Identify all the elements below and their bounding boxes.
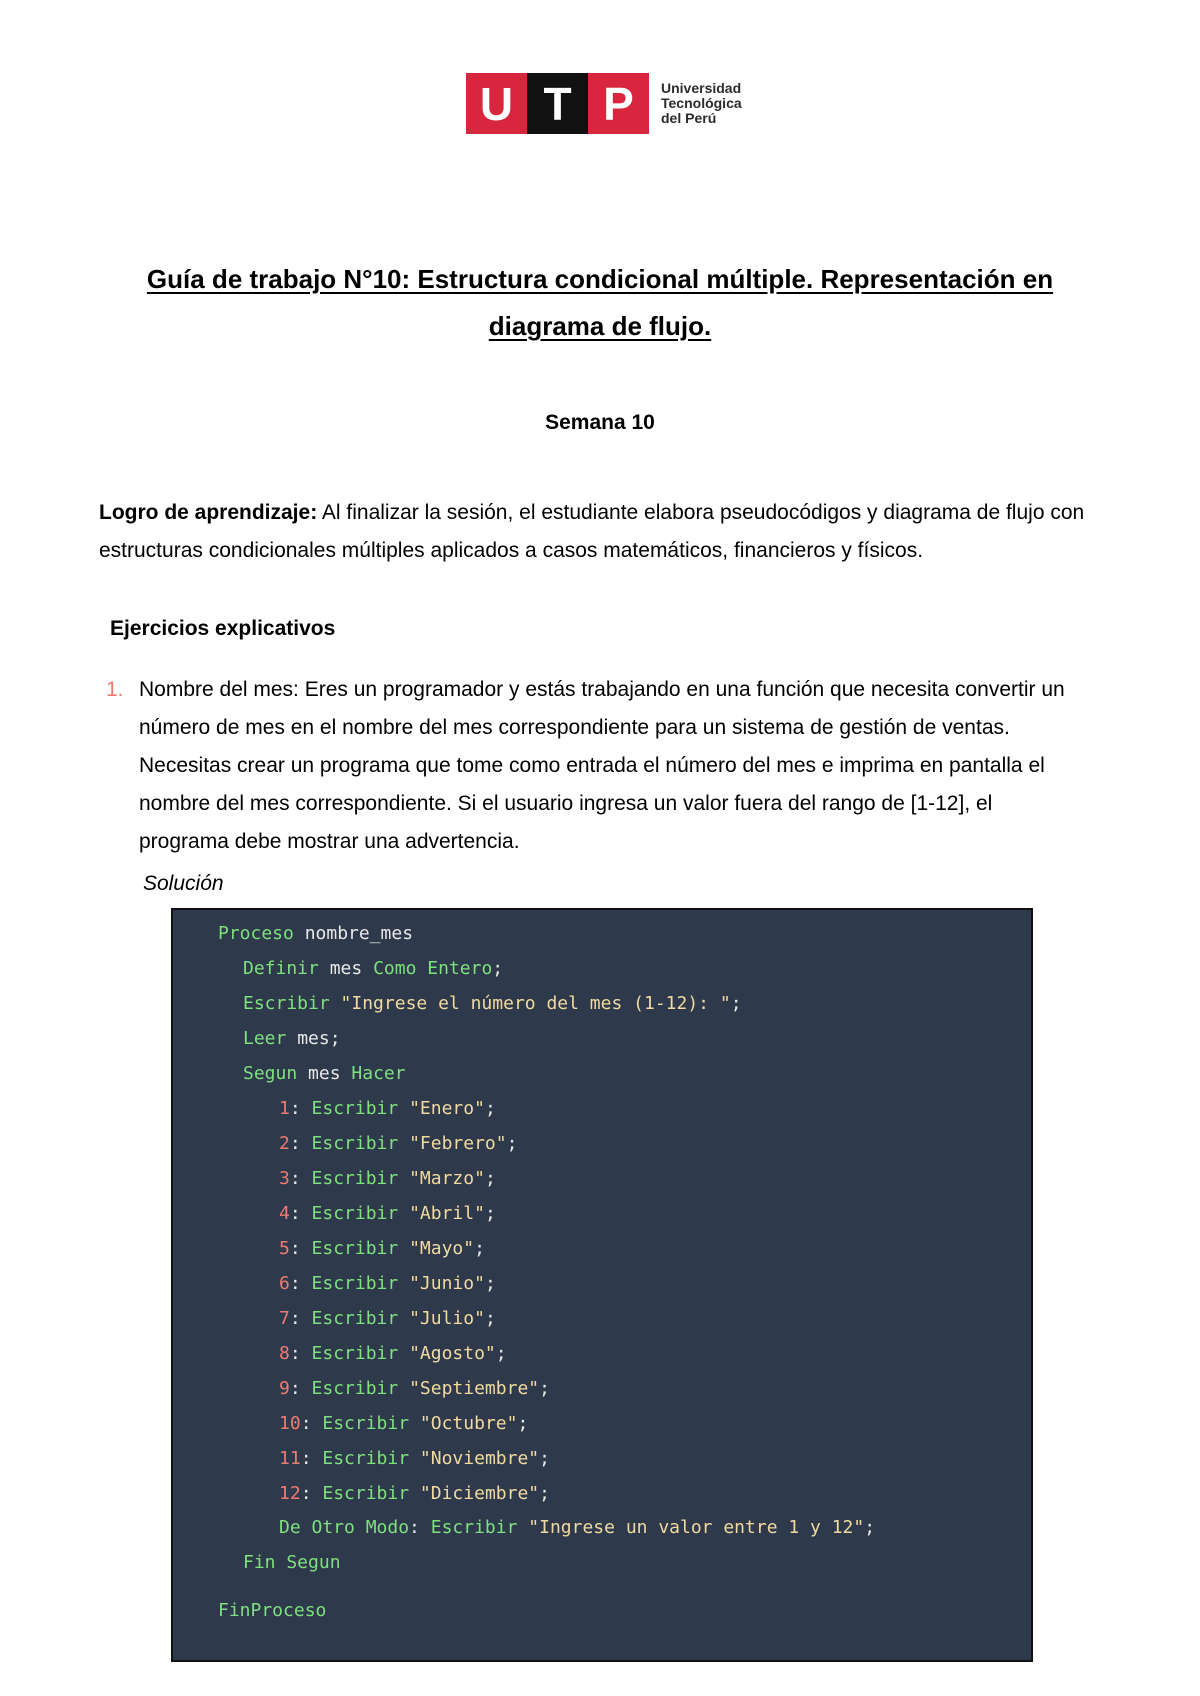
code-case-string: "Diciembre" bbox=[419, 1483, 540, 1504]
code-keyword: Escribir bbox=[430, 1517, 518, 1538]
learning-outcome bbox=[99, 494, 1119, 570]
code-line-case: 7: Escribir "Julio"; bbox=[279, 1308, 496, 1329]
title-line-2: diagrama de flujo. bbox=[488, 311, 712, 341]
code-line-escribir-prompt: Escribir "Ingrese el número del mes (1-12): "; bbox=[243, 993, 742, 1014]
section-title: Ejercicios explicativos bbox=[110, 617, 336, 640]
exercise-number: 1. bbox=[106, 678, 124, 701]
code-keyword: Escribir bbox=[311, 1238, 399, 1259]
code-line-case: 9: Escribir "Septiembre"; bbox=[279, 1378, 550, 1399]
logo-letter-p: P bbox=[588, 73, 649, 134]
code-line-case: 12: Escribir "Diciembre"; bbox=[279, 1483, 550, 1504]
code-keyword: Escribir bbox=[322, 1413, 410, 1434]
code-keyword: Como bbox=[373, 958, 417, 979]
code-case-number: 4 bbox=[279, 1203, 290, 1224]
code-case-number: 6 bbox=[279, 1273, 290, 1294]
learning-outcome-label: Logro de aprendizaje: bbox=[99, 501, 318, 524]
code-keyword: Escribir bbox=[311, 1378, 399, 1399]
code-case-string: "Mayo" bbox=[409, 1238, 475, 1259]
code-keyword: Escribir bbox=[311, 1343, 399, 1364]
code-identifier: mes bbox=[329, 958, 363, 979]
code-keyword: FinProceso bbox=[218, 1600, 327, 1621]
code-case-string: "Noviembre" bbox=[419, 1448, 540, 1469]
code-case-string: "Marzo" bbox=[409, 1168, 485, 1189]
code-case-string: "Octubre" bbox=[419, 1413, 518, 1434]
code-case-string: "Agosto" bbox=[409, 1343, 496, 1364]
logo-letter-u: U bbox=[466, 73, 527, 134]
pseudocode-block bbox=[171, 908, 1033, 1662]
code-keyword: Proceso bbox=[218, 923, 294, 944]
code-line-finproceso bbox=[218, 1599, 326, 1623]
title-line-1: Guía de trabajo N°10: Estructura condicional múltiple. Representación en bbox=[146, 264, 1054, 294]
code-line-case: 8: Escribir "Agosto"; bbox=[279, 1343, 507, 1364]
code-keyword: Escribir bbox=[322, 1483, 410, 1504]
code-line-case: 6: Escribir "Junio"; bbox=[279, 1273, 496, 1294]
code-case-string: "Enero" bbox=[409, 1098, 485, 1119]
code-keyword: Escribir bbox=[311, 1203, 399, 1224]
code-line-proceso bbox=[218, 922, 413, 946]
logo-name-line-2: Tecnológica bbox=[661, 95, 742, 111]
code-case-number: 12 bbox=[279, 1483, 301, 1504]
code-case-number: 3 bbox=[279, 1168, 290, 1189]
logo-name-line-3: del Perú bbox=[661, 110, 717, 126]
code-line-case: 10: Escribir "Octubre"; bbox=[279, 1413, 529, 1434]
code-case-string: "Junio" bbox=[409, 1273, 485, 1294]
learning-outcome-text: Al finalizar la sesión, el estudiante elabora pseudocódigos y diagrama de flujo con estructuras condicionales múltiples aplicados a casos matemáticos, financieros y físicos. bbox=[99, 501, 1085, 562]
code-line-case: 4: Escribir "Abril"; bbox=[279, 1203, 496, 1224]
code-keyword: Hacer bbox=[351, 1063, 406, 1084]
exercise-item bbox=[106, 671, 1086, 861]
code-case-number: 7 bbox=[279, 1308, 290, 1329]
code-keyword: Escribir bbox=[311, 1098, 399, 1119]
code-case-number: 9 bbox=[279, 1378, 290, 1399]
code-case-string: "Abril" bbox=[409, 1203, 485, 1224]
code-line-leer: Leer mes; bbox=[243, 1028, 341, 1049]
code-case-number: 5 bbox=[279, 1238, 290, 1259]
code-case-number: 11 bbox=[279, 1448, 301, 1469]
exercise-text: Nombre del mes: Eres un programador y estás trabajando en una función que necesita convertir un número de mes en el nombre del mes correspondiente para un sistema de gestión de ventas. Necesitas crear un programa que tome como entrada el número del mes e imprima en pantalla el nombre del mes correspondiente. Si el usuario ingresa un valor fuera del rango de [1-12], el programa debe mostrar una advertencia. bbox=[139, 678, 1065, 853]
code-case-string: "Julio" bbox=[409, 1308, 485, 1329]
code-line-case: 1: Escribir "Enero"; bbox=[279, 1098, 496, 1119]
code-identifier: nombre_mes bbox=[304, 923, 414, 944]
code-line-otro-modo: De Otro Modo: Escribir "Ingrese un valor entre 1 y 12"; bbox=[279, 1517, 876, 1538]
code-keyword: De Otro Modo bbox=[279, 1517, 410, 1538]
document-title bbox=[90, 256, 1110, 350]
code-keyword: Fin Segun bbox=[243, 1552, 341, 1573]
logo-letter-t: T bbox=[527, 73, 588, 134]
code-string: "Ingrese el número del mes (1-12): " bbox=[340, 993, 731, 1014]
code-line-case: 3: Escribir "Marzo"; bbox=[279, 1168, 496, 1189]
code-keyword: Leer bbox=[243, 1028, 287, 1049]
code-keyword: Entero bbox=[427, 958, 493, 979]
code-keyword: Escribir bbox=[311, 1273, 399, 1294]
code-case-string: "Septiembre" bbox=[409, 1378, 540, 1399]
code-line-case: 5: Escribir "Mayo"; bbox=[279, 1238, 485, 1259]
code-identifier: mes bbox=[297, 1028, 330, 1049]
code-case-number: 8 bbox=[279, 1343, 290, 1364]
code-keyword: Segun bbox=[243, 1063, 298, 1084]
code-case-number: 1 bbox=[279, 1098, 290, 1119]
code-string: "Ingrese un valor entre 1 y 12" bbox=[528, 1517, 865, 1538]
code-keyword: Definir bbox=[243, 958, 319, 979]
code-case-number: 10 bbox=[279, 1413, 301, 1434]
code-line-fin-segun bbox=[243, 1551, 341, 1575]
code-keyword: Escribir bbox=[311, 1168, 399, 1189]
code-line-segun bbox=[243, 1062, 406, 1086]
code-keyword: Escribir bbox=[322, 1448, 410, 1469]
code-line-case: 2: Escribir "Febrero"; bbox=[279, 1133, 518, 1154]
code-keyword: Escribir bbox=[311, 1133, 399, 1154]
week-label: Semana 10 bbox=[545, 411, 655, 434]
logo-university-name bbox=[661, 81, 742, 126]
utp-logo bbox=[466, 73, 742, 134]
code-line-definir: Definir mes Como Entero; bbox=[243, 958, 504, 979]
code-case-string: "Febrero" bbox=[409, 1133, 507, 1154]
code-case-number: 2 bbox=[279, 1133, 290, 1154]
code-identifier: mes bbox=[308, 1063, 341, 1084]
logo-name-line-1: Universidad bbox=[661, 80, 742, 96]
code-keyword: Escribir bbox=[311, 1308, 399, 1329]
code-keyword: Escribir bbox=[243, 993, 330, 1014]
solution-label: Solución bbox=[143, 872, 224, 895]
code-line-case: 11: Escribir "Noviembre"; bbox=[279, 1448, 550, 1469]
